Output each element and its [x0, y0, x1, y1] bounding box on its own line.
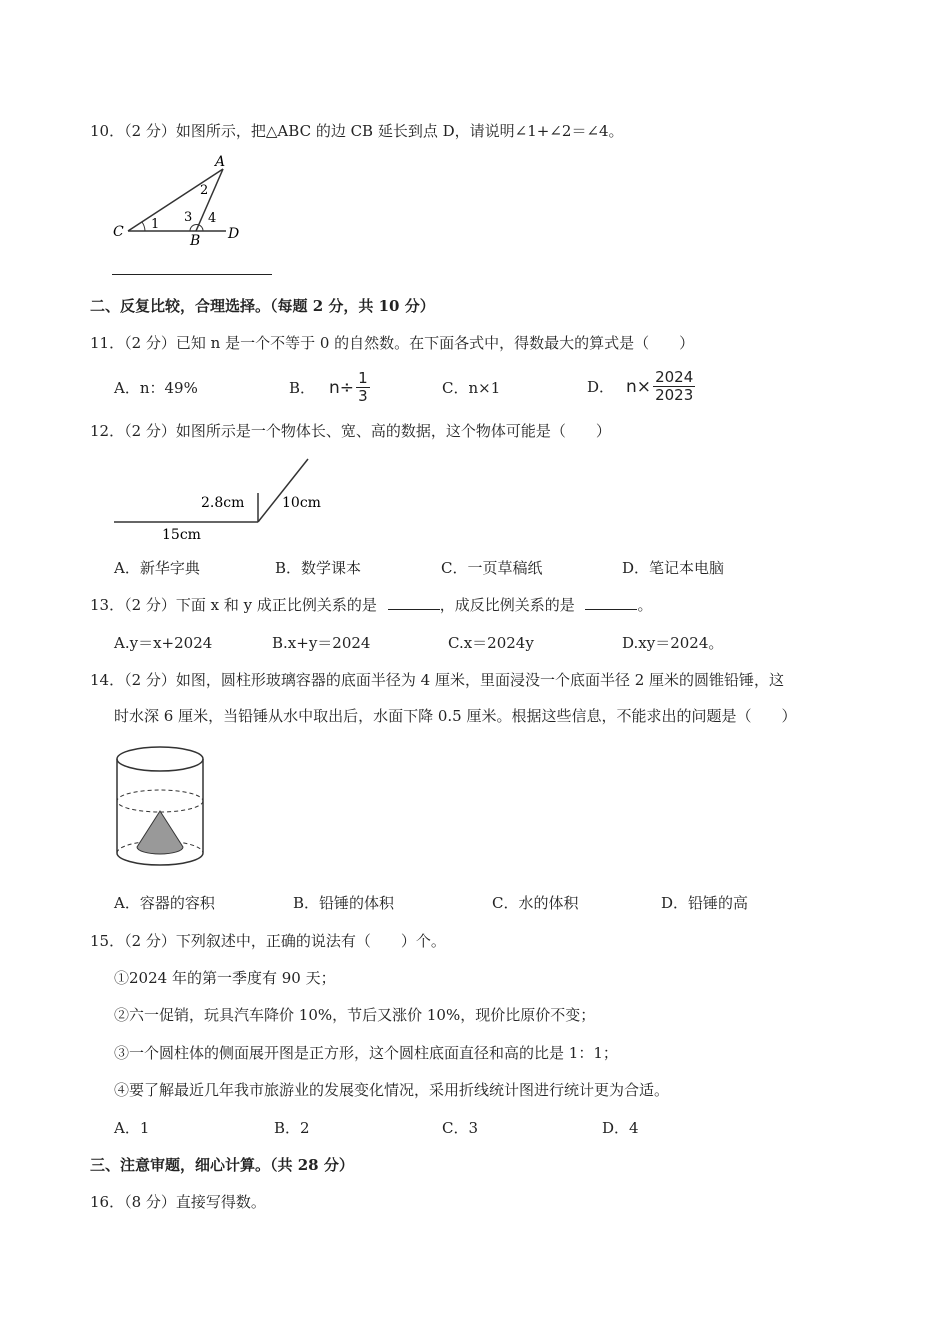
label-b: B [190, 233, 201, 247]
q13-option-d: D.xy＝2024。 [622, 634, 724, 652]
answer-line [112, 274, 272, 275]
q15-option-a: A．1 [114, 1119, 150, 1137]
q15-option-b: B．2 [274, 1119, 310, 1137]
angle-1-arc [142, 222, 145, 231]
section-3-title: 三、注意审题，细心计算。（共 28 分） [90, 1156, 354, 1174]
q12-text: 12．（2 分）如图所示是一个物体长、宽、高的数据，这个物体可能是（ ） [90, 422, 611, 440]
q13-text-part1: 13．（2 分）下面 x 和 y 成正比例关系的是 [90, 596, 377, 614]
q15-text: 15．（2 分）下列叙述中，正确的说法有（ ）个。 [90, 932, 446, 950]
q15-option-d: D．4 [602, 1119, 639, 1137]
fraction-denominator: 2023 [655, 386, 694, 404]
q11-option-b-expr: n÷ [329, 377, 355, 398]
q16-text: 16．（8 分）直接写得数。 [90, 1193, 266, 1211]
fraction-numerator: 2024 [655, 368, 694, 386]
q11-option-b-prefix: B． [289, 378, 316, 397]
angle-2-label: 2 [200, 183, 209, 198]
width-label: 10cm [282, 495, 321, 511]
width-line [258, 459, 308, 522]
q11-option-b-fraction [356, 370, 370, 405]
angle-1-label: 1 [151, 217, 160, 232]
cone-weight [137, 811, 183, 854]
fraction-denominator: 3 [358, 387, 368, 405]
label-c: C [113, 224, 124, 240]
q12-option-d: D．笔记本电脑 [622, 559, 725, 577]
q13-option-c: C.x＝2024y [448, 634, 534, 652]
q13-text [90, 595, 653, 615]
q10-triangle-figure [108, 152, 248, 247]
q15-statement-2: ②六一促销，玩具汽车降价 10%，节后又涨价 10%，现价比原价不变； [114, 1006, 596, 1024]
q15-statement-1: ①2024 年的第一季度有 90 天； [114, 969, 336, 987]
q10-text: 10．（2 分）如图所示，把△ABC 的边 CB 延长到点 D，请说明∠1+∠2＝∠4。 [90, 122, 624, 140]
fraction-numerator: 1 [358, 369, 368, 387]
q13-text-part2: ，成反比例关系的是 [439, 596, 575, 614]
q13-blank-2[interactable] [585, 595, 637, 610]
label-a: A [215, 154, 226, 170]
q14-cylinder-figure [110, 742, 210, 874]
q11-option-c: C．n×1 [442, 379, 501, 397]
q12-option-b: B．数学课本 [275, 559, 362, 577]
q14-option-a: A．容器的容积 [114, 894, 215, 912]
label-d: D [228, 226, 240, 242]
q11-text: 11．（2 分）已知 n 是一个不等于 0 的自然数。在下面各式中，得数最大的算式是（ ） [90, 334, 695, 352]
angle-3-label: 3 [184, 210, 193, 225]
q12-option-c: C．一页草稿纸 [441, 559, 543, 577]
height-label: 2.8cm [201, 495, 245, 511]
water-surface [117, 790, 203, 812]
q14-option-d: D．铅锤的高 [661, 894, 749, 912]
q15-statement-3: ③一个圆柱体的侧面展开图是正方形，这个圆柱底面直径和高的比是 1：1； [114, 1044, 618, 1062]
q14-option-b: B．铅锤的体积 [293, 894, 395, 912]
section-2-title: 二、反复比较，合理选择。（每题 2 分，共 10 分） [90, 297, 435, 315]
q14-option-c: C．水的体积 [492, 894, 579, 912]
q11-option-a: A．n：49% [114, 379, 198, 397]
q15-option-c: C．3 [442, 1119, 479, 1137]
q14-text-line2: 时水深 6 厘米，当铅锤从水中取出后，水面下降 0.5 厘米。根据这些信息，不能求出的问题是（ ） [114, 707, 797, 725]
q13-blank-1[interactable] [388, 595, 440, 610]
q11-option-b [289, 370, 370, 405]
q12-dimensions-figure [110, 455, 330, 545]
q14-text-line1: 14．（2 分）如图，圆柱形玻璃容器的底面半径为 4 厘米，里面浸没一个底面半径 2 厘米的圆锥铅锤，这 [90, 671, 785, 689]
q13-option-a: A.y＝x+2024 [114, 634, 213, 652]
q11-option-d-prefix: D． [587, 377, 615, 396]
q12-option-a: A．新华字典 [114, 559, 200, 577]
angle-4-label: 4 [208, 211, 217, 226]
cylinder-top [117, 747, 203, 771]
q11-option-d-fraction [653, 369, 695, 404]
cylinder-bottom-front [117, 853, 203, 865]
q11-option-d [587, 369, 695, 404]
q13-text-part3: 。 [637, 596, 653, 614]
q13-option-b: B.x+y＝2024 [272, 634, 371, 652]
q11-option-d-expr: n× [626, 376, 652, 397]
q15-statement-4: ④要了解最近几年我市旅游业的发展变化情况，采用折线统计图进行统计更为合适。 [114, 1081, 670, 1099]
length-label: 15cm [162, 527, 201, 543]
